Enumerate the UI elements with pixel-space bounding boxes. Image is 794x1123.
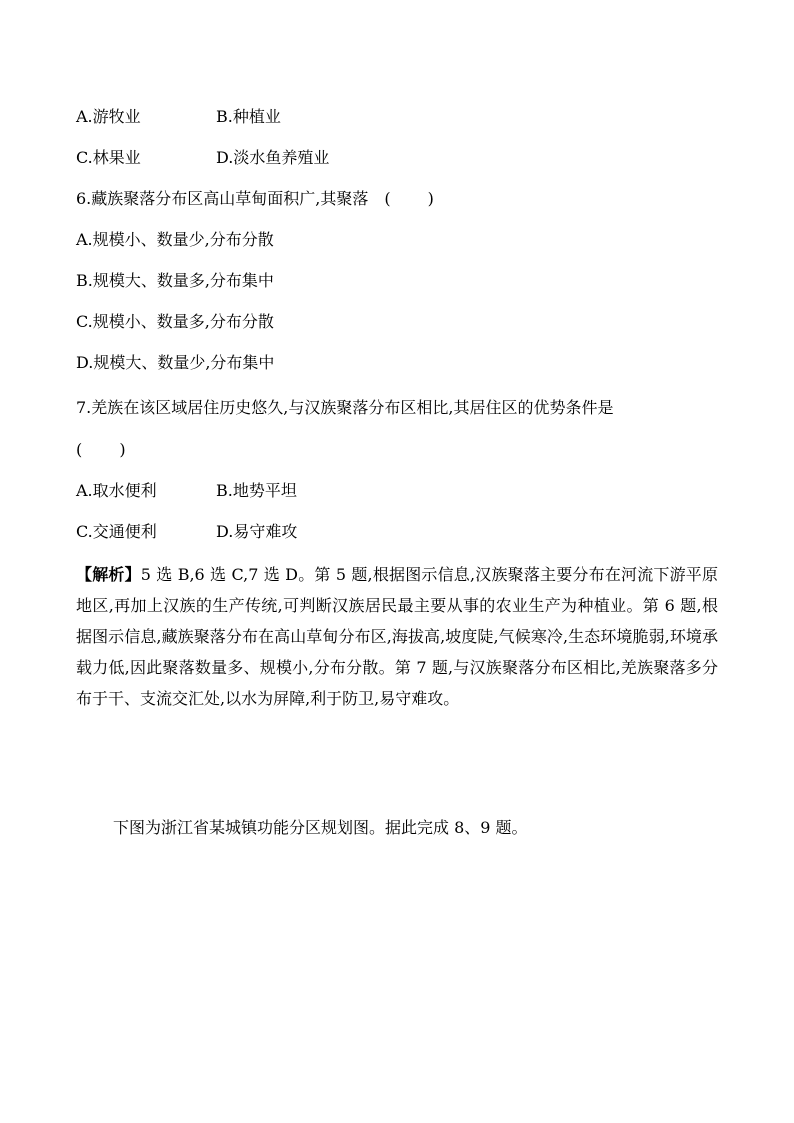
q6-option-c: C.规模小、数量多,分布分散 (76, 312, 274, 331)
q5-option-d: D.淡水鱼养殖业 (216, 148, 330, 167)
q5-option-c: C.林果业 (76, 148, 141, 167)
q6-option-a: A.规模小、数量少,分布分散 (76, 230, 274, 249)
analysis-label: 【解析】 (76, 565, 141, 584)
next-questions-intro: 下图为浙江省某城镇功能分区规划图。据此完成 8、9 题。 (113, 818, 528, 837)
q6-option-b: B.规模大、数量多,分布集中 (76, 271, 274, 290)
q5-option-b: B.种植业 (216, 107, 281, 126)
q7-option-b: B.地势平坦 (216, 481, 297, 500)
q6-stem: 6.藏族聚落分布区高山草甸面积广,其聚落 ( ) (76, 189, 434, 208)
q7-option-a: A.取水便利 (76, 481, 157, 500)
analysis-text: 5 选 B,6 选 C,7 选 D。第 5 题,根据图示信息,汉族聚落主要分布在河流下游平原地区,再加上汉族的生产传统,可判断汉族居民最主要从事的农业生产为种植业。第 6 题,根据图示信息,藏族聚落分布在高山草甸分布区,海拔高,坡度陡,气候寒冷,生态环境脆弱,环境承载力低,因此聚落数量多、规模小,分布分散。第 7 题,与汉族聚落分布区相比,羌族聚落多分布于干、支流交汇处,以水为屏障,利于防卫,易守难攻。 (76, 565, 718, 708)
q6-option-d: D.规模大、数量少,分布集中 (76, 353, 275, 372)
q7-option-c: C.交通便利 (76, 522, 157, 541)
q7-stem: 7.羌族在该区域居住历史悠久,与汉族聚落分布区相比,其居住区的优势条件是 (76, 398, 614, 417)
q5-option-a: A.游牧业 (76, 107, 141, 126)
q7-option-d: D.易守难攻 (216, 522, 298, 541)
analysis-paragraph (76, 559, 718, 714)
q7-answer-bracket: ( ) (76, 440, 126, 459)
